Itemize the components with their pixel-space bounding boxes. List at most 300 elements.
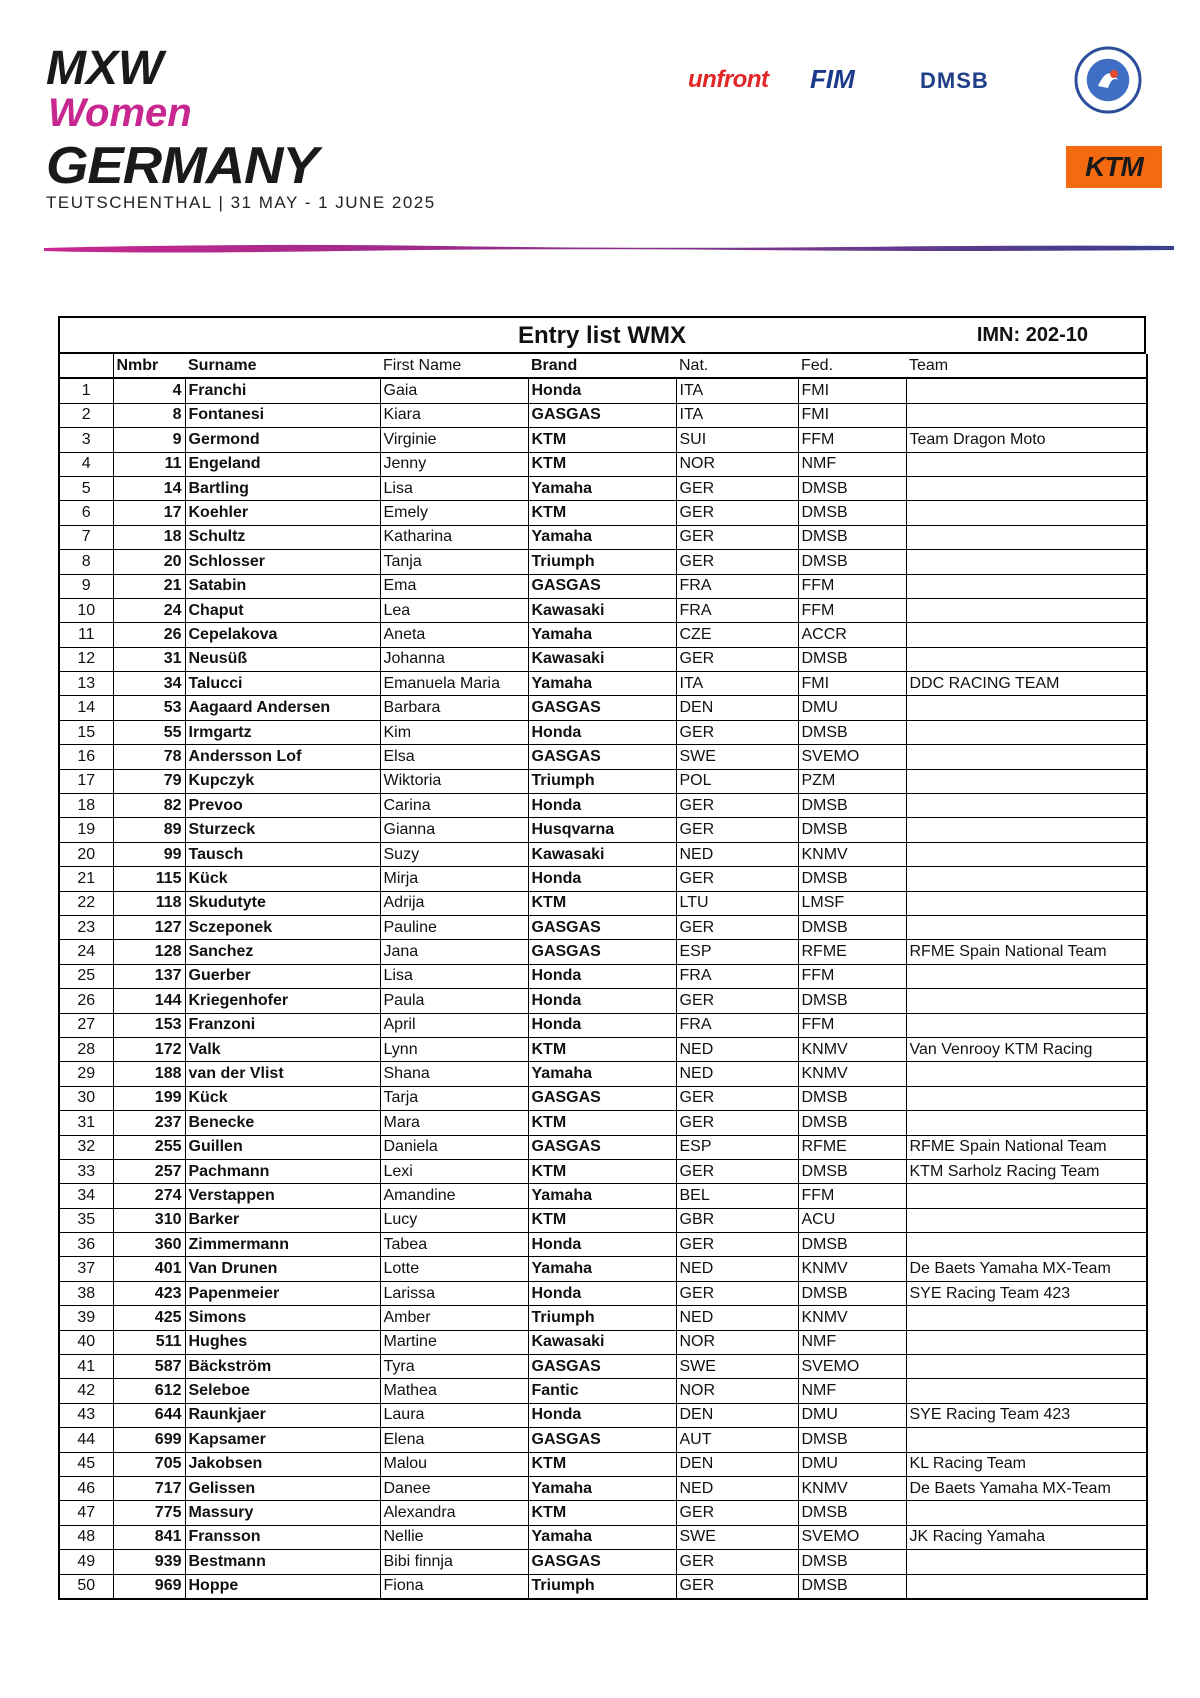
table-row [59,1355,1147,1379]
brand-cell: Yamaha [528,623,676,647]
surname-cell: Bartling [185,476,380,500]
first-name-cell: Lotte [380,1257,528,1281]
team-cell [906,574,1147,598]
row-index-cell: 33 [59,1159,113,1183]
first-name-cell: Adrija [380,891,528,915]
federation-cell: DMSB [798,501,906,525]
rider-number-cell: 423 [113,1281,185,1305]
nationality-cell: GER [676,1233,798,1257]
nationality-cell: SWE [676,1525,798,1549]
rider-number-cell: 17 [113,501,185,525]
surname-cell: Sczeponek [185,915,380,939]
rider-number-cell: 137 [113,964,185,988]
table-row [59,1550,1147,1574]
team-cell [906,1550,1147,1574]
team-cell [906,818,1147,842]
table-row [59,1086,1147,1110]
nationality-cell: GER [676,915,798,939]
table-row [59,1452,1147,1476]
team-cell: KTM Sarholz Racing Team [906,1159,1147,1183]
brand-cell: GASGAS [528,745,676,769]
federation-cell: RFME [798,940,906,964]
row-index-cell: 3 [59,428,113,452]
federation-cell: DMSB [798,989,906,1013]
team-cell [906,1330,1147,1354]
brand-cell: GASGAS [528,1086,676,1110]
brand-cell: GASGAS [528,574,676,598]
rider-number-cell: 21 [113,574,185,598]
table-row [59,452,1147,476]
brand-cell: Yamaha [528,1525,676,1549]
nationality-cell: SUI [676,428,798,452]
nationality-cell: NED [676,1476,798,1500]
nationality-cell: GER [676,818,798,842]
federation-cell: DMSB [798,476,906,500]
table-row [59,501,1147,525]
row-index-cell: 26 [59,989,113,1013]
surname-cell: Hoppe [185,1574,380,1599]
federation-cell: KNMV [798,1062,906,1086]
federation-cell: DMU [798,1403,906,1427]
nationality-cell: GER [676,1574,798,1599]
rider-number-cell: 24 [113,598,185,622]
surname-cell: Sanchez [185,940,380,964]
nationality-cell: GER [676,476,798,500]
first-name-cell: Lucy [380,1208,528,1232]
nationality-cell: LTU [676,891,798,915]
nationality-cell: DEN [676,1403,798,1427]
team-cell: RFME Spain National Team [906,1135,1147,1159]
surname-cell: Seleboe [185,1379,380,1403]
nationality-cell: ESP [676,940,798,964]
surname-cell: Gelissen [185,1476,380,1500]
table-row [59,794,1147,818]
rider-number-cell: 14 [113,476,185,500]
table-row [59,1184,1147,1208]
team-cell [906,550,1147,574]
row-index-cell: 7 [59,525,113,549]
fim-logo: FIM [810,64,855,94]
logo-bottom-text: Women [48,91,192,134]
rider-number-cell: 699 [113,1428,185,1452]
team-cell [906,891,1147,915]
nationality-cell: FRA [676,1013,798,1037]
row-index-cell: 5 [59,476,113,500]
rider-number-cell: 153 [113,1013,185,1037]
nationality-cell: GER [676,1501,798,1525]
row-index-cell: 22 [59,891,113,915]
table-row [59,891,1147,915]
team-cell [906,1428,1147,1452]
team-cell [906,964,1147,988]
table-row [59,1062,1147,1086]
team-cell [906,1355,1147,1379]
first-name-cell: Kim [380,720,528,744]
surname-cell: Fransson [185,1525,380,1549]
rider-number-cell: 274 [113,1184,185,1208]
brand-cell: KTM [528,501,676,525]
rider-number-cell: 31 [113,647,185,671]
table-row [59,1574,1147,1599]
table-row [59,1159,1147,1183]
surname-cell: Kapsamer [185,1428,380,1452]
rider-number-cell: 82 [113,794,185,818]
federation-cell: DMSB [798,867,906,891]
team-cell [906,403,1147,427]
imn-code: IMN: 202-10 [976,324,1088,346]
brand-cell: Honda [528,964,676,988]
team-cell: JK Racing Yamaha [906,1525,1147,1549]
table-header [59,354,1147,378]
brand-cell: Honda [528,378,676,403]
surname-cell: Kück [185,1086,380,1110]
brand-cell: Yamaha [528,1476,676,1500]
team-cell [906,501,1147,525]
surname-cell: Satabin [185,574,380,598]
first-name-cell: Mathea [380,1379,528,1403]
row-index-cell: 10 [59,598,113,622]
row-index-cell: 2 [59,403,113,427]
brand-cell: Honda [528,1281,676,1305]
row-index-cell: 29 [59,1062,113,1086]
team-cell: DDC RACING TEAM [906,672,1147,696]
brand-cell: KTM [528,1037,676,1061]
federation-cell: DMU [798,696,906,720]
surname-cell: Sturzeck [185,818,380,842]
nationality-cell: ITA [676,403,798,427]
rider-number-cell: 511 [113,1330,185,1354]
nationality-cell: GER [676,1111,798,1135]
nationality-cell: GER [676,1159,798,1183]
first-name-cell: April [380,1013,528,1037]
row-index-cell: 49 [59,1550,113,1574]
club-seal-logo [1074,46,1142,114]
brand-cell: GASGAS [528,1355,676,1379]
table-row [59,1306,1147,1330]
first-name-cell: Lynn [380,1037,528,1061]
brush-divider [44,240,1174,256]
brand-cell: Honda [528,1013,676,1037]
nationality-cell: SWE [676,1355,798,1379]
row-index-cell: 9 [59,574,113,598]
rider-number-cell: 127 [113,915,185,939]
column-header-rider-number: Nmbr [113,354,185,378]
federation-cell: SVEMO [798,745,906,769]
surname-cell: Kriegenhofer [185,989,380,1013]
team-cell [906,989,1147,1013]
table-row [59,476,1147,500]
rider-number-cell: 255 [113,1135,185,1159]
team-cell [906,1574,1147,1599]
brand-cell: Triumph [528,1574,676,1599]
brand-cell: Yamaha [528,476,676,500]
rider-number-cell: 20 [113,550,185,574]
row-index-cell: 28 [59,1037,113,1061]
rider-number-cell: 705 [113,1452,185,1476]
first-name-cell: Elena [380,1428,528,1452]
team-cell [906,623,1147,647]
rider-number-cell: 89 [113,818,185,842]
rider-number-cell: 99 [113,842,185,866]
table-row [59,1233,1147,1257]
federation-cell: FFM [798,964,906,988]
federation-cell: KNMV [798,1306,906,1330]
first-name-cell: Amber [380,1306,528,1330]
federation-cell: KNMV [798,1257,906,1281]
nationality-cell: GER [676,867,798,891]
table-row [59,1037,1147,1061]
first-name-cell: Barbara [380,696,528,720]
first-name-cell: Daniela [380,1135,528,1159]
surname-cell: Guerber [185,964,380,988]
first-name-cell: Malou [380,1452,528,1476]
rider-number-cell: 11 [113,452,185,476]
table-row [59,428,1147,452]
column-header-team: Team [906,354,1147,378]
first-name-cell: Danee [380,1476,528,1500]
table-row [59,672,1147,696]
brand-cell: Yamaha [528,1184,676,1208]
surname-cell: Massury [185,1501,380,1525]
brand-cell: KTM [528,1159,676,1183]
row-index-cell: 14 [59,696,113,720]
row-index-cell: 45 [59,1452,113,1476]
row-index-cell: 20 [59,842,113,866]
rider-number-cell: 425 [113,1306,185,1330]
team-cell [906,696,1147,720]
federation-cell: DMSB [798,1281,906,1305]
first-name-cell: Emely [380,501,528,525]
first-name-cell: Lisa [380,476,528,500]
table-row [59,550,1147,574]
rider-number-cell: 237 [113,1111,185,1135]
federation-cell: FFM [798,1013,906,1037]
brand-cell: Husqvarna [528,818,676,842]
brand-cell: Triumph [528,550,676,574]
rider-number-cell: 53 [113,696,185,720]
rider-number-cell: 9 [113,428,185,452]
table-row [59,818,1147,842]
surname-cell: Franzoni [185,1013,380,1037]
federation-cell: DMSB [798,525,906,549]
row-index-cell: 43 [59,1403,113,1427]
federation-cell: DMSB [798,550,906,574]
column-header-first-name: First Name [380,354,528,378]
first-name-cell: Pauline [380,915,528,939]
entry-list-title: Entry list WMX [517,322,686,349]
team-cell [906,1501,1147,1525]
brand-cell: Yamaha [528,1257,676,1281]
rider-number-cell: 199 [113,1086,185,1110]
nationality-cell: GER [676,501,798,525]
nationality-cell: ITA [676,672,798,696]
rider-number-cell: 115 [113,867,185,891]
logo-top-text: MXW [46,44,164,95]
first-name-cell: Carina [380,794,528,818]
rider-number-cell: 717 [113,1476,185,1500]
first-name-cell: Nellie [380,1525,528,1549]
first-name-cell: Gaia [380,378,528,403]
row-index-cell: 41 [59,1355,113,1379]
entry-list-title-row [58,316,1146,354]
row-index-cell: 16 [59,745,113,769]
federation-cell: RFME [798,1135,906,1159]
row-index-cell: 17 [59,769,113,793]
event-subtitle: TEUTSCHENTHAL | 31 MAY - 1 JUNE 2025 [46,193,436,212]
surname-cell: Kück [185,867,380,891]
row-index-cell: 32 [59,1135,113,1159]
rider-number-cell: 587 [113,1355,185,1379]
row-index-cell: 25 [59,964,113,988]
first-name-cell: Shana [380,1062,528,1086]
row-index-cell: 12 [59,647,113,671]
row-index-cell: 27 [59,1013,113,1037]
row-index-cell: 19 [59,818,113,842]
surname-cell: Andersson Lof [185,745,380,769]
brand-cell: Kawasaki [528,598,676,622]
brand-cell: Honda [528,794,676,818]
first-name-cell: Lea [380,598,528,622]
surname-cell: Pachmann [185,1159,380,1183]
column-header-federation: Fed. [798,354,906,378]
column-header-brand: Brand [528,354,676,378]
nationality-cell: NED [676,1062,798,1086]
first-name-cell: Laura [380,1403,528,1427]
federation-cell: DMSB [798,647,906,671]
first-name-cell: Tabea [380,1233,528,1257]
federation-cell: LMSF [798,891,906,915]
row-index-cell: 34 [59,1184,113,1208]
brand-cell: KTM [528,1208,676,1232]
team-cell: Van Venrooy KTM Racing [906,1037,1147,1061]
nationality-cell: GER [676,1550,798,1574]
row-index-cell: 1 [59,378,113,403]
table-row [59,745,1147,769]
rider-number-cell: 8 [113,403,185,427]
surname-cell: Talucci [185,672,380,696]
team-cell [906,1233,1147,1257]
table-row [59,940,1147,964]
nationality-cell: GER [676,647,798,671]
brand-cell: KTM [528,452,676,476]
table-row [59,964,1147,988]
rider-number-cell: 55 [113,720,185,744]
surname-cell: Barker [185,1208,380,1232]
nationality-cell: CZE [676,623,798,647]
surname-cell: van der Vlist [185,1062,380,1086]
row-index-cell: 37 [59,1257,113,1281]
nationality-cell: GER [676,1281,798,1305]
rider-number-cell: 612 [113,1379,185,1403]
federation-cell: FFM [798,428,906,452]
row-index-cell: 47 [59,1501,113,1525]
table-row [59,867,1147,891]
table-row [59,1013,1147,1037]
surname-cell: Hughes [185,1330,380,1354]
surname-cell: Koehler [185,501,380,525]
team-cell [906,378,1147,403]
first-name-cell: Gianna [380,818,528,842]
table-row [59,1330,1147,1354]
rider-number-cell: 644 [113,1403,185,1427]
table-row [59,1111,1147,1135]
row-index-cell: 38 [59,1281,113,1305]
row-index-cell: 39 [59,1306,113,1330]
rider-number-cell: 118 [113,891,185,915]
row-index-cell: 13 [59,672,113,696]
surname-cell: Raunkjaer [185,1403,380,1427]
table-row [59,696,1147,720]
nationality-cell: NED [676,842,798,866]
surname-cell: Cepelakova [185,623,380,647]
row-index-cell: 4 [59,452,113,476]
first-name-cell: Aneta [380,623,528,647]
first-name-cell: Fiona [380,1574,528,1599]
nationality-cell: GER [676,989,798,1013]
table-row [59,915,1147,939]
surname-cell: Franchi [185,378,380,403]
team-cell: Team Dragon Moto [906,428,1147,452]
team-cell: De Baets Yamaha MX-Team [906,1257,1147,1281]
nationality-cell: NED [676,1306,798,1330]
federation-cell: DMSB [798,1159,906,1183]
table-row [59,1257,1147,1281]
brand-cell: Honda [528,1403,676,1427]
rider-number-cell: 128 [113,940,185,964]
surname-cell: Jakobsen [185,1452,380,1476]
first-name-cell: Larissa [380,1281,528,1305]
brand-cell: Yamaha [528,525,676,549]
federation-cell: KNMV [798,1476,906,1500]
federation-cell: DMSB [798,1550,906,1574]
federation-cell: SVEMO [798,1355,906,1379]
federation-cell: FMI [798,378,906,403]
row-index-cell: 8 [59,550,113,574]
surname-cell: Bäckström [185,1355,380,1379]
brand-cell: Triumph [528,769,676,793]
row-index-cell: 30 [59,1086,113,1110]
nationality-cell: SWE [676,745,798,769]
brand-cell: Triumph [528,1306,676,1330]
brand-cell: Kawasaki [528,1330,676,1354]
team-cell [906,720,1147,744]
rider-number-cell: 775 [113,1501,185,1525]
nationality-cell: NOR [676,1379,798,1403]
unfront-logo: unfront [688,66,769,93]
surname-cell: Schlosser [185,550,380,574]
surname-cell: Simons [185,1306,380,1330]
surname-cell: Schultz [185,525,380,549]
row-index-cell: 42 [59,1379,113,1403]
first-name-cell: Jenny [380,452,528,476]
column-header-nationality: Nat. [676,354,798,378]
rider-number-cell: 18 [113,525,185,549]
nationality-cell: GBR [676,1208,798,1232]
brand-cell: GASGAS [528,1135,676,1159]
row-index-cell: 35 [59,1208,113,1232]
brand-cell: KTM [528,891,676,915]
team-cell [906,647,1147,671]
nationality-cell: FRA [676,964,798,988]
team-cell [906,1306,1147,1330]
federation-cell: ACCR [798,623,906,647]
dmsb-logo: DMSB [920,68,989,93]
table-row [59,842,1147,866]
nationality-cell: FRA [676,574,798,598]
table-row [59,1428,1147,1452]
first-name-cell: Wiktoria [380,769,528,793]
nationality-cell: FRA [676,598,798,622]
